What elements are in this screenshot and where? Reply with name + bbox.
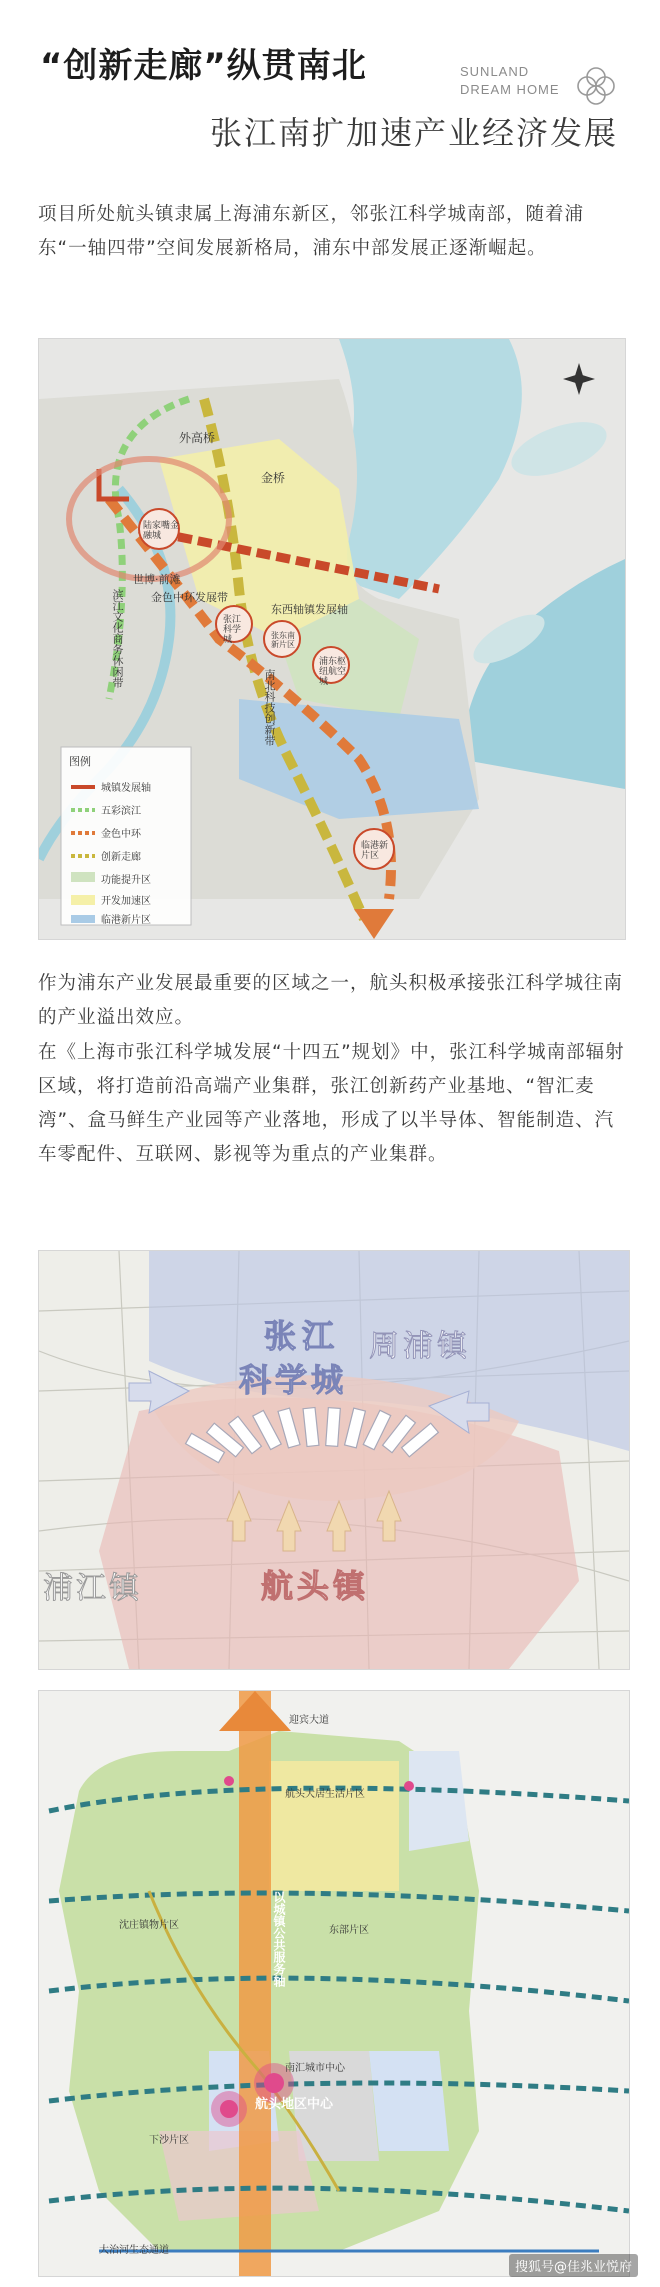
intro-paragraph: 项目所处航头镇隶属上海浦东新区，邻张江科学城南部，随着浦东“一轴四带”空间发展新格局，浦东中部发展正逐渐崛起。 [38,204,585,259]
map1-legend-item: 城镇发展轴 [101,783,151,794]
page-subtitle: 张江南扩加速产业经济发展 [209,114,618,152]
map1-legend-item: 开发加速区 [101,896,151,907]
map1-legend-item: 五彩滨江 [101,806,141,817]
map3-label-yingbin: 迎宾大道 [289,1715,329,1726]
compass-icon [563,363,595,395]
clover-logo-icon [578,68,614,104]
brand-name-line2: DREAM HOME [460,82,560,97]
map2-label-zhangjiang-line2: 科学城 [239,1361,348,1399]
map1-legend-item: 创新走廊 [101,852,141,863]
map1-label-lingang: 临港新片区 [361,841,389,861]
map3-label-west-ind: 沈庄镇物片区 [119,1920,179,1931]
map1-label-dongxi: 东西轴镇发展轴 [271,603,348,616]
map1-label-nanbei: 南北科技创新带 [263,669,276,746]
map1-legend-item: 功能提升区 [101,875,151,886]
watermark: 搜狐号@佳兆业悦府 [509,2254,638,2277]
map1-legend-title: 图例 [69,755,91,768]
map3-label-axis: 以城镇公共服务轴 [272,1891,286,1987]
map1-label-shibo: 世博·前滩 [133,573,181,586]
map2-label-pujiang: 浦江镇 [43,1571,142,1606]
map1-label-jinqiao: 金桥 [261,471,286,485]
hangtou-planning-map [38,1690,630,2277]
map1-label-jinse: 金色中环发展带 [151,591,228,604]
map2-label-zhangjiang-line1: 张江 [264,1317,341,1355]
zhangjiang-hangtou-map [38,1250,630,1670]
pudong-development-map [38,338,626,940]
body-paragraph-2: 在《上海市张江科学城发展“十四五”规划》中，张江科学城南部辐射区域，将打造前沿高端产业集群，张江创新药产业基地、“智汇麦湾”、盒马鲜生产业园等产业落地，形成了以半导体、智能制造、汽车零配件、互联网、影视等为重点的产业集群。 [38,1042,625,1165]
map1-label-waigaoqiao: 外高桥 [179,431,216,445]
map3-label-south-center: 南汇城市中心 [285,2063,345,2074]
map1-label-zhangjiang: 张江科学城 [223,615,242,645]
body-paragraph-1: 作为浦东产业发展最重要的区域之一，航头积极承接张江科学城往南的产业溢出效应。 [38,973,624,1028]
map1-legend-item: 临港新片区 [101,915,151,926]
map1-legend-item: 金色中环 [101,829,141,840]
map3-label-gongye: 航头大居生活片区 [285,1789,365,1800]
map1-label-zhoudongnan: 张东南新片区 [271,631,295,649]
map2-label-zhoupu: 周浦镇 [369,1329,471,1364]
map1-label-lujiazui: 陆家嘴金融城 [143,521,180,541]
map3-label-bottom-road: 大治河生态通道 [99,2245,169,2256]
map2-label-hangtou: 航头镇 [261,1567,370,1605]
page-title-line1: “创新走廊”纵贯南北 [40,46,367,86]
map1-label-pudongshuniu: 浦东枢纽航空城 [319,657,347,687]
map3-label-east-ind: 东部片区 [329,1925,369,1936]
map1-label-binjiang: 滨江文化商务休闲带 [111,589,124,688]
map3-label-xiaqiao: 下沙片区 [149,2135,189,2146]
brand-name-line1: SUNLAND [460,64,530,79]
map3-label-center: 航头地区中心 [255,2097,334,2112]
